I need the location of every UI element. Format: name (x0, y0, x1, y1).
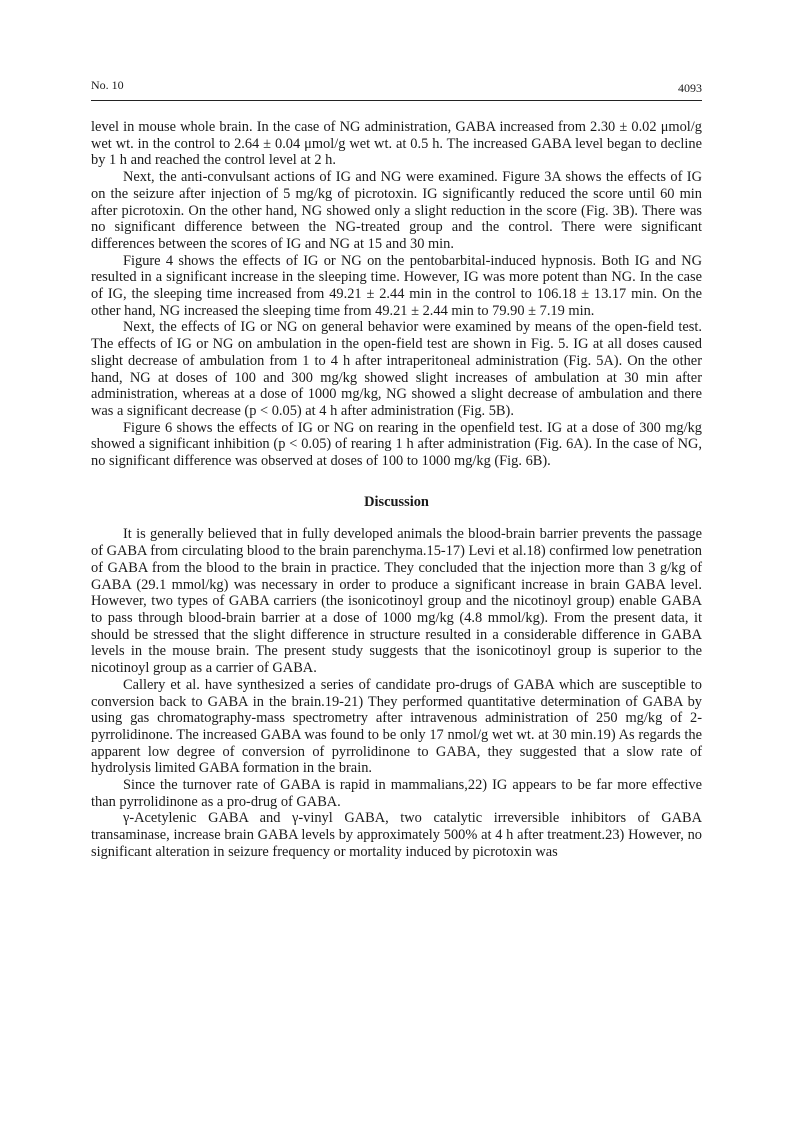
paragraph: level in mouse whole brain. In the case of NG administration, GABA increased from 2.30 ± 0.02 μmol/g wet wt. in the control to 2.64 ± 0.04 μmol/g wet wt. at 0.5 h. The increased GABA level began to decline by 1 h and reached the control level at 2 h. (91, 119, 702, 169)
page-number: 4093 (678, 81, 702, 95)
paragraph: Figure 6 shows the effects of IG or NG on rearing in the openfield test. IG at a dose of 300 mg/kg showed a significant inhibition (p < 0.05) of rearing 1 h after administration (Fig. 6A). In the case of NG, no significant difference was observed at doses of 100 to 1000 mg/kg (Fig. 6B). (91, 419, 702, 470)
paragraph: γ-Acetylenic GABA and γ-vinyl GABA, two catalytic irreversible inhibitors of GABA transaminase, increase brain GABA levels by approximately 500% at 4 h after treatment.23) However, no significant alteration in seizure frequency or mortality induced by picrotoxin was (91, 810, 702, 860)
issue-number: No. 10 (91, 78, 124, 92)
article-body (91, 119, 702, 861)
section-heading: Discussion (364, 493, 429, 510)
paragraph: It is generally believed that in fully developed animals the blood-brain barrier prevents the passage of GABA from circulating blood to the brain parenchyma.15-17) Levi et al.18) confirmed low penetration of GABA from the blood to the brain in practice. They concluded that the injection more than 3 g/kg of GABA (29.1 mmol/kg) was necessary in order to produce a significant increase in brain GABA level. However, two types of GABA carriers (the isonicotinoyl group and the nicotinoyl group) enable GABA to pass through blood-brain barrier at a dose of 1000 mg/kg (4.8 mmol/kg). From the present data, it should be stressed that the slight difference in structure resulted in a considerable difference in GABA levels in the mouse brain. The present study suggests that the isonicotinoyl group is superior to the nicotinoyl group as a carrier of GABA. (91, 526, 702, 677)
paragraph: Next, the anti-convulsant actions of IG and NG were examined. Figure 3A shows the effects of IG on the seizure after injection of 5 mg/kg of picrotoxin. IG significantly reduced the score until 60 min after picrotoxin. On the other hand, NG showed only a slight reduction in the score (Fig. 3B). There was no significant difference between the NG-treated group and the control. There were significant differences between the scores of IG and NG at 15 and 30 min. (91, 169, 702, 252)
paragraph: Callery et al. have synthesized a series of candidate pro-drugs of GABA which are susceptible to conversion back to GABA in the brain.19-21) They performed quantitative determination of GABA by using gas chromatography-mass spectrometry after intravenous administration of 250 mg/kg of 2-pyrrolidinone. The increased GABA was found to be only 17 nmol/g wet wt. at 30 min.19) As regards the apparent low degree of conversion of pyrrolidinone to GABA, they suggested that a slow rate of hydrolysis limited GABA formation in the brain. (91, 676, 702, 777)
paragraph: Since the turnover rate of GABA is rapid in mammalians,22) IG appears to be far more effective than pyrrolidinone as a pro-drug of GABA. (91, 777, 702, 810)
running-header (91, 78, 702, 101)
paragraph: Figure 4 shows the effects of IG or NG on the pentobarbital-induced hypnosis. Both IG and NG resulted in a significant increase in the sleeping time. However, IG was more potent than NG. In the case of IG, the sleeping time increased from 49.21 ± 2.44 min in the control to 106.18 ± 13.17 min. On the other hand, NG increased the sleeping time from 49.21 ± 2.44 min to 79.90 ± 7.19 min. (91, 252, 702, 319)
paragraph: Next, the effects of IG or NG on general behavior were examined by means of the open-field test. The effects of IG or NG on ambulation in the open-field test are shown in Fig. 5. IG at all doses caused slight decrease of ambulation from 1 to 4 h after intraperitoneal administration (Fig. 5A). On the other hand, NG at doses of 100 and 300 mg/kg showed slight increases of ambulation at 30 min after administration, whereas at a dose of 1000 mg/kg, NG showed a slight decrease of ambulation and there was a significant decrease (p < 0.05) at 4 h after administration (Fig. 5B). (91, 319, 702, 419)
